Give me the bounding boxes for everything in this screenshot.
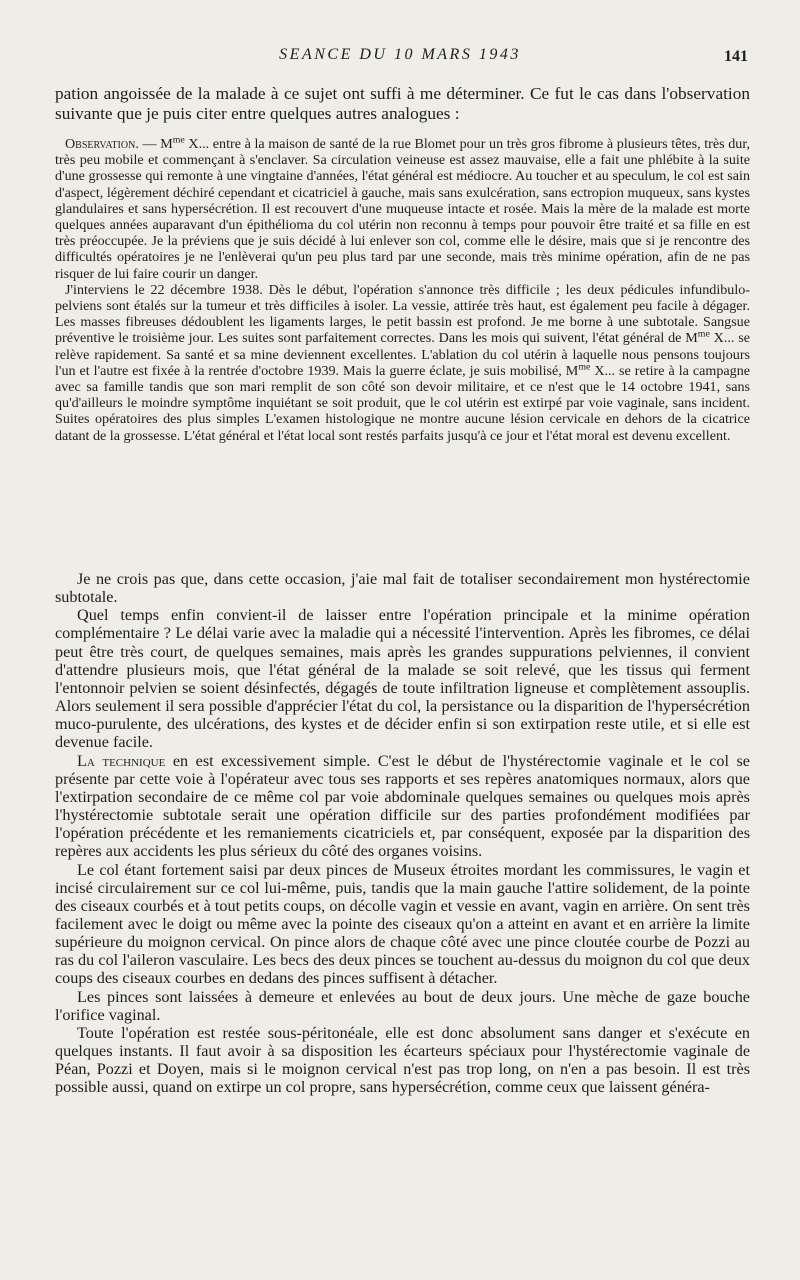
intro-paragraph: pation angoissée de la malade à ce sujet ont suffi à me déterminer. Ce fut le cas dans l'observation suivante que je puis citer entre quelques autres analogues :: [55, 84, 750, 123]
body-paragraph-3: La technique en est excessivement simple. C'est le début de l'hystérectomie vaginale et le col se présente par cette voie à l'opérateur avec tous ses rapports et ses repères anatomiques normaux, alors que l'extirpation secondaire de ce même col par voie abdominale quelques semaines ou quelques mois après l'hystérectomie subtotale serait une opération difficile sur des parties profondément modifiées par l'opération précédente et les remaniements cicatriciels et, par conséquent, exposée par la disparition des repères aux accidents les plus sérieux du côté des organes voisins.: [55, 751, 750, 861]
running-title: SEANCE DU 10 MARS 1943: [279, 46, 521, 63]
main-text: [55, 570, 750, 1097]
body-paragraph-2: Quel temps enfin convient-il de laisser entre l'opération principale et la minime opération complémentaire ? Le délai varie avec la maladie qui a nécessité l'intervention. Après les fibromes, ce délai peut être très court, de quelques semaines, mais après les grandes suppurations pelviennes, il convient d'attendre plusieurs mois, que l'état général de la malade se soit relevé, que les tissus qui ferment l'entonnoir pelvien se soient désinfectés, dégagés de toute infiltration ligneuse et complètement assouplis. Alors seulement il sera possible d'apprécier l'état du col, la persistance ou la disparition de l'hypersécrétion muco-purulente, des ulcérations, des kystes et de décider enfin si son extirpation reste utile, et si elle est devenue facile.: [55, 606, 750, 752]
observation-block: [55, 136, 750, 444]
page-number: 141: [724, 48, 748, 65]
observation-label: Observation.: [65, 136, 139, 152]
observation-paragraph-1: Observation. — $M^{me}$ X... entre à la maison de santé de la rue Blomet pour un très gros fibrome à plusieurs têtes, très dur, très peu mobile et commençant à s'enclaver. Sa circulation veineuse est assez mauvaise, elle a fait une phlébite à la suite d'une grossesse qui remonte à une vingtaine d'années, l'état général est médiocre. Au toucher et au speculum, le col est sain d'aspect, légèrement déchiré cependant et cicatriciel à gauche, mais sans exulcération, sans ectropion muqueux, sans kystes glandulaires et sans hypersécrétion. Il est recouvert d'une muqueuse intacte et rosée. Mais la mère de la malade est morte quelques années auparavant d'un épithélioma du col utérin non reconnu à temps pour pouvoir être traité et sa fille en est très préoccupée. Je la préviens que je suis décidé à lui enlever son col, comme elle le désire, mais que si je rencontre des difficultés opératoires je ne l'enlèverai qu'un peu plus tard par une seconde, mais très minime opération, afin de ne pas risquer de lui faire courir un danger.: [55, 134, 750, 282]
running-head: [0, 46, 800, 68]
body-paragraph-4: Le col étant fortement saisi par deux pinces de Museux étroites mordant les commissures, le vagin et incisé circulairement sur ce col lui-même, puis, tandis que la main gauche l'attire solidement, de la pointe des ciseaux courbés et à tout petits coups, on décolle vagin et vessie en avant, vagin en arrière. On sent très facilement avec le doigt ou même avec la pointe des ciseaux qu'on a atteint en avant et en arrière la limite supérieure du moignon cervical. On pince alors de chaque côté avec une pince cloutée courbe de Pozzi au ras du col l'aileron vasculaire. Les becs des deux pinces se touchent au-dessus du moignon du col que deux coups des ciseaux courbes en dedans des pinces suffisent à détacher.: [55, 860, 750, 988]
observation-paragraph-2: J'interviens le 22 décembre 1938. Dès le début, l'opération s'annonce très difficile ; les deux pédicules infundibulo-pelviens sont étalés sur la tumeur et très difficiles à isoler. La vessie, attirée très haut, est également peu facile à dégager. Les masses fibreuses dédoublent les ligaments larges, le petit bassin est profond. Je me borne à une subtotale. Sangsue préventive le troisième jour. Les suites sont parfaitement correctes. Dans les mois qui suivent, l'état général de $M^{me}$ X... se relève rapidement. Sa santé et sa mine deviennent excellentes. L'ablation du col utérin à laquelle nous pensons toujours l'un et l'autre est fixée à la rentrée d'octobre 1939. Mais la guerre éclate, je suis mobilisé, $M^{me}$ X... se retire à la campagne avec sa famille tandis que son mari remplit de son côté son devoir militaire, et ce n'est que le 14 octobre 1941, sans qu'd'ailleurs le moindre symptôme inquiétant se soit produit, que le col utérin est extirpé par voie vaginale, sans incident. Suites opératoires des plus simples L'examen histologique ne montre aucune lésion cervicale en dehors de la cicatrice datant de la grossesse. L'état général et l'état local sont restés parfaits jusqu'à ce jour et l'état moral est devenu excellent.: [55, 281, 751, 444]
body-paragraph-1: Je ne crois pas que, dans cette occasion, j'aie mal fait de totaliser secondairement mon hystérectomie subtotale.: [55, 570, 750, 607]
body-paragraph-5: Les pinces sont laissées à demeure et enlevées au bout de deux jours. Une mèche de gaze bouche l'orifice vaginal.: [55, 987, 750, 1024]
technique-label: La technique: [77, 751, 166, 770]
body-paragraph-6: Toute l'opération est restée sous-péritonéale, elle est donc absolument sans danger et s'exécute en quelques instants. Il faut avoir à sa disposition les écarteurs spéciaux pour l'hystérectomie vaginale de Péan, Pozzi et Doyen, mais si le moignon cervical n'est pas trop long, on n'en a pas besoin. Il est très possible aussi, quand on extirpe un col propre, sans hypersécrétion, comme ceux que laissent généra-: [55, 1023, 750, 1097]
